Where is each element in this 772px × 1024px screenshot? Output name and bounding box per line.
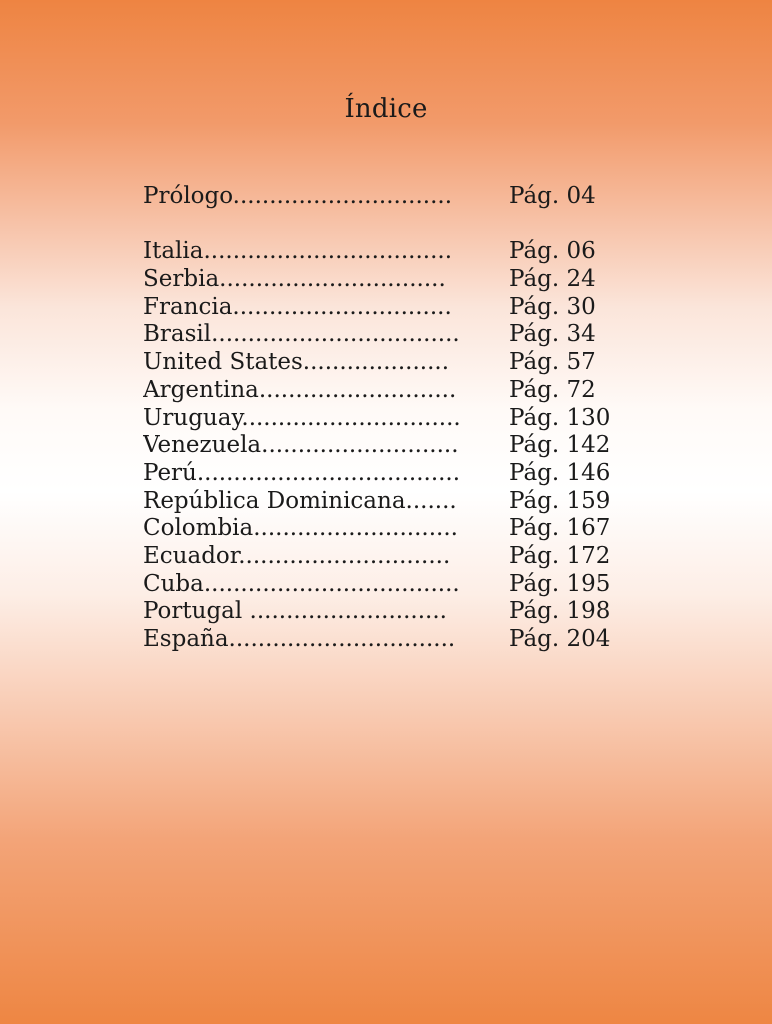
toc-entry-page: Pág. 04 bbox=[509, 183, 596, 209]
toc-entry-page: Pág. 195 bbox=[509, 571, 611, 597]
toc-entry-label: Perú.................................... bbox=[143, 460, 461, 486]
toc-entry-label: Francia.............................. bbox=[143, 294, 452, 320]
toc-entry-label: United States.................... bbox=[143, 349, 450, 375]
toc-entry-page: Pág. 57 bbox=[509, 349, 596, 375]
toc-entry-label: Prólogo.............................. bbox=[143, 183, 453, 209]
toc-entry-label: Portugal ........................... bbox=[143, 598, 447, 624]
toc-entry-portugal bbox=[143, 597, 623, 625]
toc-entry-label: Italia.................................. bbox=[143, 238, 453, 264]
toc-entry-cuba bbox=[143, 570, 623, 598]
toc-entry-francia bbox=[143, 293, 623, 321]
toc-entry-espana bbox=[143, 625, 623, 653]
toc-entry-label: Venezuela........................... bbox=[143, 432, 459, 458]
toc-entry-label: Ecuador............................. bbox=[143, 543, 451, 569]
toc-entry-colombia bbox=[143, 514, 623, 542]
page-title: Índice bbox=[344, 94, 428, 124]
toc-entry-venezuela bbox=[143, 431, 623, 459]
toc-entry-republica-dominicana bbox=[143, 487, 623, 515]
toc-entry-peru bbox=[143, 459, 623, 487]
toc-entry-page: Pág. 172 bbox=[509, 543, 611, 569]
toc-entry-page: Pág. 142 bbox=[509, 432, 611, 458]
toc-entry-page: Pág. 167 bbox=[509, 515, 611, 541]
toc-entry-label: Cuba................................... bbox=[143, 571, 460, 597]
toc-entry-label: República Dominicana....... bbox=[143, 488, 457, 514]
toc-entry-page: Pág. 159 bbox=[509, 488, 611, 514]
toc-entry-brasil bbox=[143, 320, 623, 348]
toc-entry-argentina bbox=[143, 376, 623, 404]
toc-entry-ecuador bbox=[143, 542, 623, 570]
toc-entry-page: Pág. 24 bbox=[509, 266, 596, 292]
toc-entry-united-states bbox=[143, 348, 623, 376]
toc-entry-prologo bbox=[143, 182, 623, 210]
toc-entry-page: Pág. 30 bbox=[509, 294, 596, 320]
toc-entry-italia bbox=[143, 237, 623, 265]
toc-entry-label: España............................... bbox=[143, 626, 456, 652]
toc-entry-page: Pág. 130 bbox=[509, 405, 611, 431]
toc-entry-page: Pág. 198 bbox=[509, 598, 611, 624]
toc-entry-serbia bbox=[143, 265, 623, 293]
toc-entry-page: Pág. 06 bbox=[509, 238, 596, 264]
toc-entry-label: Uruguay.............................. bbox=[143, 405, 461, 431]
toc-entry-label: Argentina........................... bbox=[143, 377, 457, 403]
toc-entry-page: Pág. 204 bbox=[509, 626, 611, 652]
toc-entry-page: Pág. 34 bbox=[509, 321, 596, 347]
toc-entry-page: Pág. 146 bbox=[509, 460, 611, 486]
toc-entry-label: Brasil.................................. bbox=[143, 321, 460, 347]
toc-entry-label: Colombia............................ bbox=[143, 515, 458, 541]
toc-entry-label: Serbia............................... bbox=[143, 266, 446, 292]
toc-entry-uruguay bbox=[143, 404, 623, 432]
toc-entry-page: Pág. 72 bbox=[509, 377, 596, 403]
